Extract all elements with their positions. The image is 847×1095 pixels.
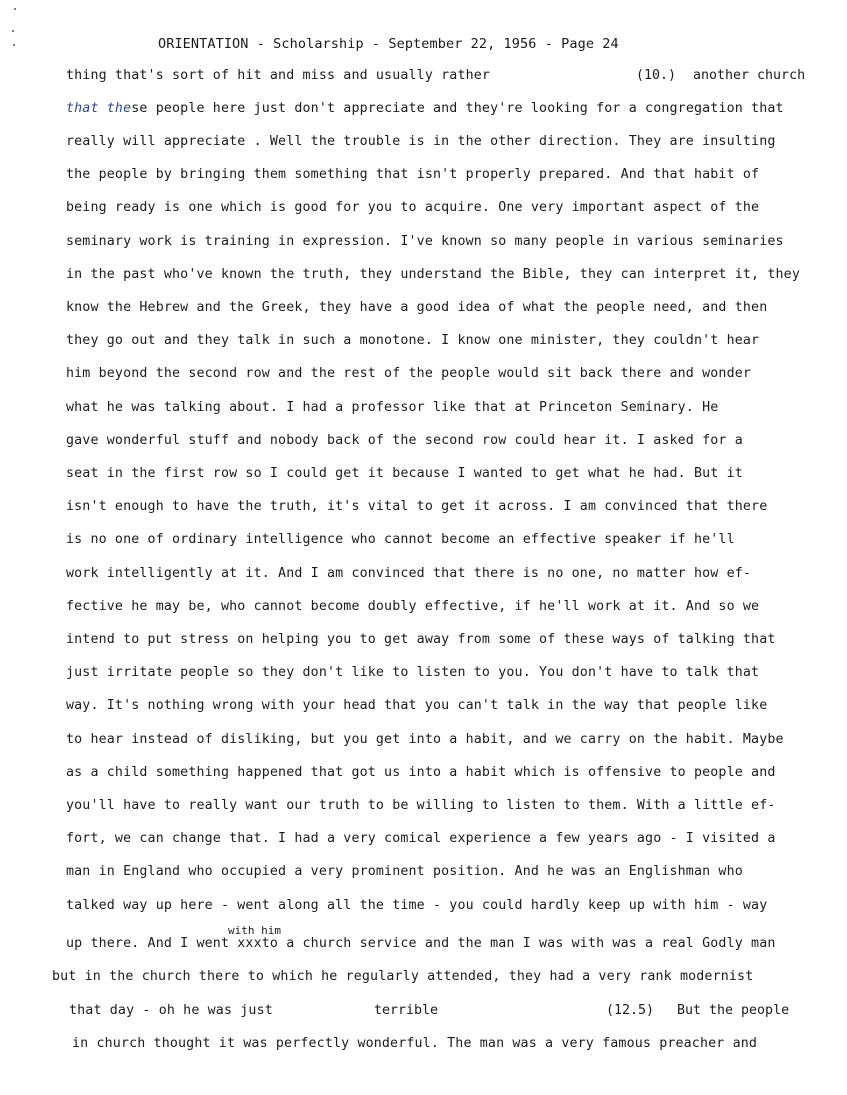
text-line — [66, 599, 759, 614]
text-line — [66, 864, 743, 879]
line-text: talked way up here - went along all the time - you could hardly keep up with him - way — [66, 897, 768, 913]
line-text: in church thought it was perfectly wonderful. The man was a very famous preacher and — [72, 1036, 758, 1051]
text-line — [72, 1036, 757, 1051]
text-line — [66, 732, 784, 747]
text-line — [66, 798, 776, 813]
line-text: that day - oh he was just — [69, 1003, 273, 1018]
line-text: man in England who occupied a very prominent position. And he was an Englishman who — [66, 864, 743, 880]
handwritten-correction: that the — [66, 101, 132, 116]
text-line — [66, 632, 776, 647]
line-continuation: But the people — [677, 1003, 790, 1018]
text-line — [66, 234, 784, 249]
line-text: know the Hebrew and the Greek, they have a good idea of what the people need, and then — [66, 300, 768, 315]
text-line — [66, 898, 767, 913]
timestamp-marker: (10.) — [636, 68, 677, 83]
line-continuation: another church — [693, 68, 806, 83]
text-line — [66, 765, 776, 780]
page-header: ORIENTATION - Scholarship - September 22, 1956 - Page 24 — [158, 36, 619, 52]
line-text: to hear instead of disliking, but you get into a habit, and we carry on the habit. Maybe — [66, 731, 784, 747]
text-line — [66, 665, 759, 680]
scan-specks — [12, 8, 18, 58]
text-line — [66, 698, 767, 713]
line-text: thing that's sort of hit and miss and usually rather — [66, 68, 491, 83]
line-text: being ready is one which is good for you to acquire. One very important aspect of the — [66, 200, 760, 216]
text-line — [52, 969, 753, 984]
text-line — [66, 433, 743, 448]
line-text: you'll have to really want our truth to be willing to listen to them. With a little ef- — [66, 798, 776, 813]
text-line — [66, 200, 759, 215]
text-line — [66, 68, 490, 83]
line-text: intend to put stress on helping you to get away from some of these ways of talking that — [66, 632, 776, 647]
text-line — [66, 566, 751, 581]
text-line — [66, 134, 776, 149]
text-line — [66, 101, 784, 116]
line-text: isn't enough to have the truth, it's vital to get it across. I am convinced that there — [66, 499, 768, 515]
text-line — [66, 400, 718, 415]
line-text: in the past who've known the truth, they understand the Bible, they can interpret it, they — [66, 266, 800, 282]
line-text: really will appreciate . Well the trouble is in the other direction. They are insulting — [66, 134, 776, 149]
line-text: fective he may be, who cannot become doubly effective, if he'll work at it. And so we — [66, 598, 760, 614]
line-text: but in the church there to which he regularly attended, they had a very rank modernist — [52, 969, 754, 984]
line-text: se people here just don't appreciate and they're looking for a congregation that — [131, 101, 784, 116]
line-text: as a child something happened that got us into a habit which is offensive to people and — [66, 764, 776, 780]
line-word: terrible — [374, 1003, 439, 1018]
line-text: way. It's nothing wrong with your head that you can't talk in the way that people like — [66, 698, 768, 714]
timestamp-marker: (12.5) — [606, 1003, 655, 1018]
text-line — [66, 466, 743, 481]
line-text: him beyond the second row and the rest of the people would sit back there and wonder — [66, 366, 752, 382]
line-text: is no one of ordinary intelligence who cannot become an effective speaker if he'll — [66, 532, 735, 548]
line-text: they go out and they talk in such a monotone. I know one minister, they couldn't hear — [66, 333, 760, 349]
text-line — [66, 936, 776, 951]
text-line — [69, 1003, 273, 1018]
line-text: work intelligently at it. And I am convinced that there is no one, no matter how ef- — [66, 565, 752, 581]
line-text: gave wonderful stuff and nobody back of the second row could hear it. I asked for a — [66, 432, 743, 448]
text-line — [66, 499, 767, 514]
text-line — [66, 300, 767, 315]
line-text: seat in the first row so I could get it because I wanted to get what he had. But it — [66, 466, 743, 481]
text-line — [66, 267, 800, 282]
text-line — [66, 333, 759, 348]
line-text: seminary work is training in expression. I've known so many people in various seminaries — [66, 233, 784, 249]
text-line — [66, 366, 751, 381]
interlinear-insertion: with him — [228, 924, 281, 937]
line-text: up there. And I went xxxto a church service and the man I was with was a real Godly man — [66, 936, 776, 951]
line-text: just irritate people so they don't like to listen to you. You don't have to talk that — [66, 665, 760, 681]
text-line — [66, 532, 735, 547]
line-text: fort, we can change that. I had a very comical experience a few years ago - I visited a — [66, 831, 776, 847]
line-text: the people by bringing them something that isn't properly prepared. And that habit of — [66, 167, 760, 183]
text-line — [66, 831, 776, 846]
line-text: what he was talking about. I had a professor like that at Princeton Seminary. He — [66, 399, 719, 415]
text-line — [66, 167, 759, 182]
